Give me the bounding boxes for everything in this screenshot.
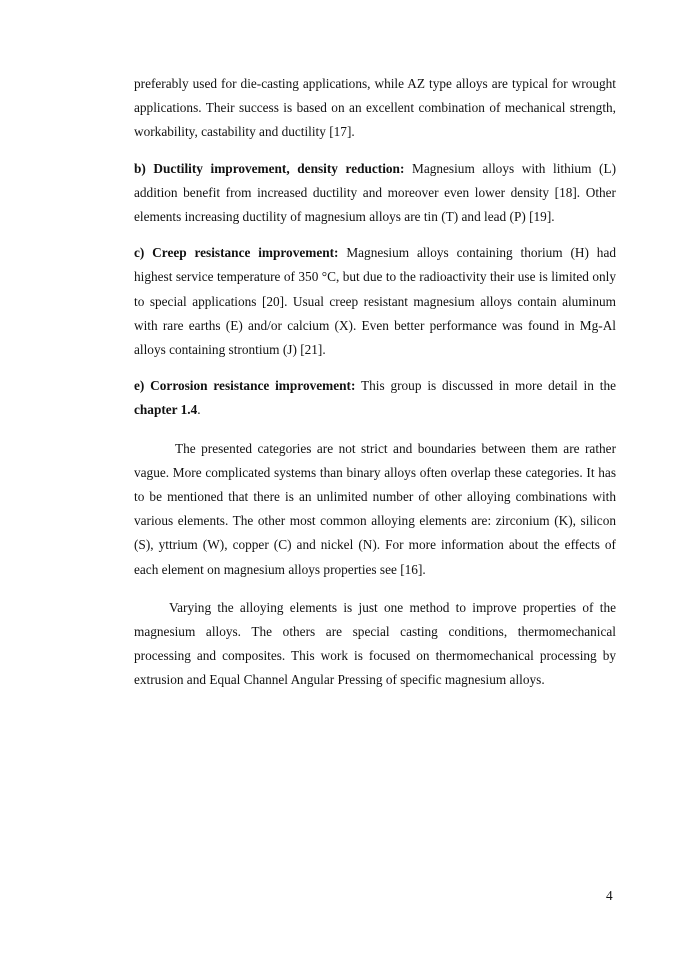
paragraph-gap (134, 582, 616, 596)
paragraph-gap (134, 423, 616, 437)
paragraph-continuation (134, 72, 616, 145)
paragraph-categories (134, 437, 616, 582)
paragraph-gap (134, 362, 616, 374)
paragraph-text: Magnesium alloys with lithium (L) addition benefit from increased ductility and moreover even lower density [18]. Other elements increasing ductility of magnesium alloys are tin (T) and lead (P) [19]. (134, 160, 617, 225)
section-heading-ductility: b) Ductility improvement, density reduction: (134, 160, 405, 176)
paragraph-text: preferably used for die-casting applications, while AZ type alloys are typical for wrought applications. Their success is based on an excellent combination of mechanical strength, workability, castability and ductility [17]. (134, 76, 616, 140)
paragraph-conclusion (134, 596, 616, 693)
paragraph-corrosion (134, 374, 616, 422)
paragraph-gap (134, 145, 616, 157)
paragraph-gap (134, 229, 616, 241)
section-heading-creep: c) Creep resistance improvement: (134, 245, 339, 261)
page-body (134, 72, 616, 693)
paragraph-text: This group is discussed in more detail in the (355, 378, 616, 394)
paragraph-text: Varying the alloying elements is just one method to improve properties of the magnesium alloys. The others are special casting conditions, thermomechanical processing and composites. This work is focused on thermomechanical processing by extrusion and Equal Channel Angular Pressing of specific magnesium alloys. (134, 599, 616, 688)
paragraph-ductility (134, 157, 616, 230)
section-heading-corrosion: e) Corrosion resistance improvement: (134, 378, 356, 394)
paragraph-text-tail: . (197, 402, 201, 418)
page-number: 4 (606, 888, 613, 903)
chapter-reference: chapter 1.4 (134, 402, 198, 418)
paragraph-text: The presented categories are not strict and boundaries between them are rather vague. More complicated systems than binary alloys often overlap these categories. It has to be mentioned that there is an unlimited number of other alloying combinations with various elements. The other most common alloying elements are: zirconium (K), silicon (S), yttrium (W), copper (C) and nickel (N). For more information about the effects of each element on magnesium alloys properties see [16]. (134, 440, 616, 577)
paragraph-creep (134, 241, 616, 362)
paragraph-text: Magnesium alloys containing thorium (H) had highest service temperature of 350 °C, but due to the radioactivity their use is limited only to special applications [20]. Usual creep resistant magnesium alloys contain aluminum with rare earths (E) and/or calcium (X). Even better performance was found in Mg-Al alloys containing strontium (J) [21]. (134, 245, 617, 358)
